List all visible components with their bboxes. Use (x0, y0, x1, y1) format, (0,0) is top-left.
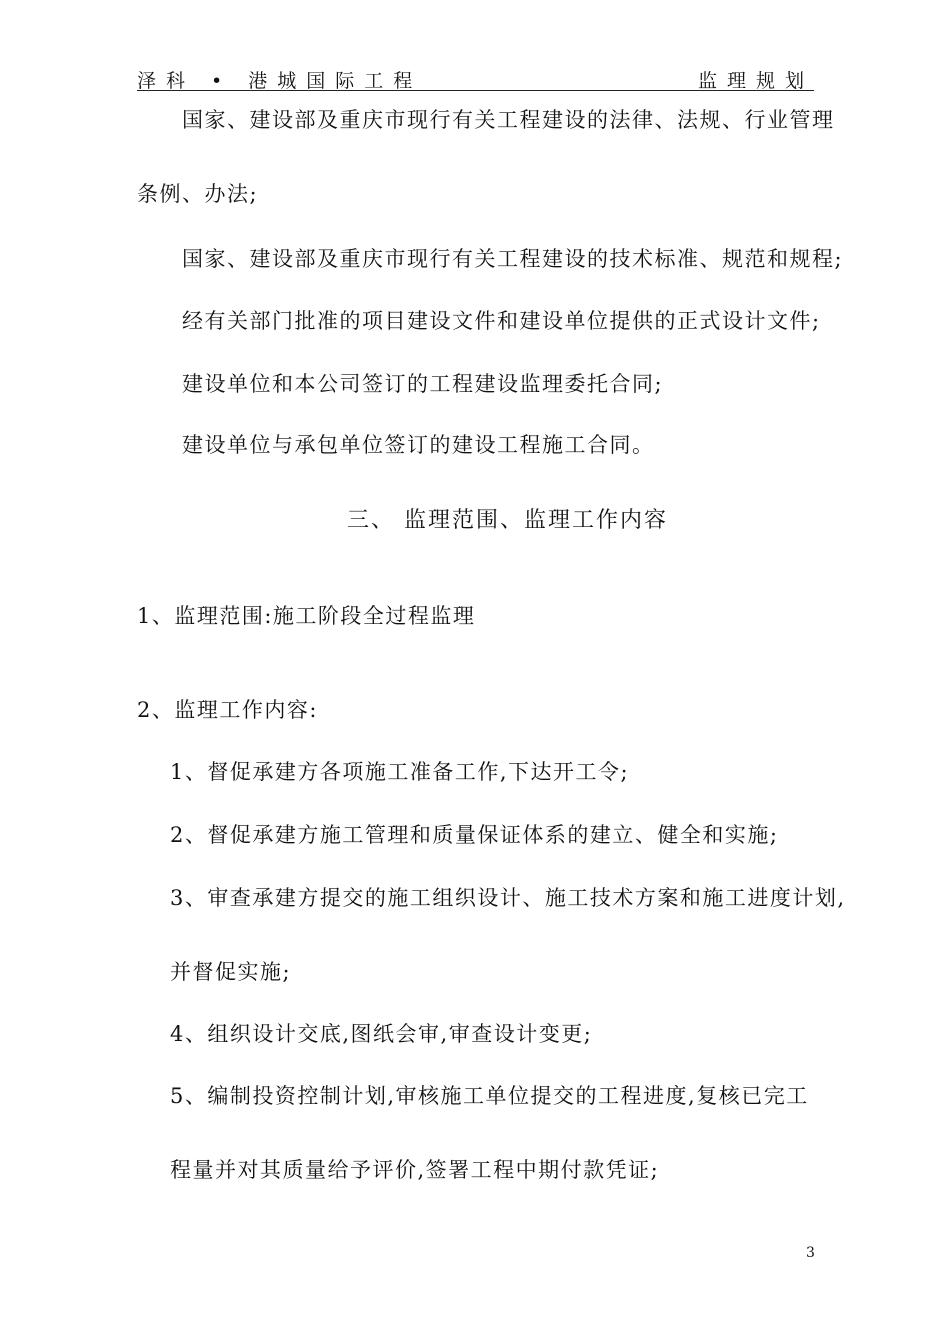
list-item-continuation: 并督促实施; (170, 960, 292, 984)
header-company: 泽科 • 港城国际工程 (137, 70, 423, 92)
list-item: 3、审查承建方提交的施工组织设计、施工技术方案和施工进度计划, (170, 886, 846, 910)
paragraph-line: 条例、办法; (137, 182, 259, 206)
list-item: 5、编制投资控制计划,审核施工单位提交的工程进度,复核已完工 (170, 1084, 809, 1108)
page-header (137, 64, 814, 91)
paragraph-line: 国家、建设部及重庆市现行有关工程建设的法律、法规、行业管理 (182, 108, 835, 132)
section-heading: 三、 监理范围、监理工作内容 (347, 508, 668, 533)
paragraph-line: 经有关部门批准的项目建设文件和建设单位提供的正式设计文件; (182, 309, 821, 333)
header-doc-title: 监理规划 (697, 70, 814, 92)
list-item: 1、督促承建方各项施工准备工作,下达开工令; (170, 760, 630, 784)
list-item: 4、组织设计交底,图纸会审,审查设计变更; (170, 1022, 593, 1046)
list-item: 2、督促承建方施工管理和质量保证体系的建立、健全和实施; (170, 823, 779, 847)
list-item-continuation: 程量并对其质量给予评价,签署工程中期付款凭证; (170, 1158, 660, 1182)
scope-line: 1、监理范围:施工阶段全过程监理 (137, 604, 476, 628)
paragraph-line: 国家、建设部及重庆市现行有关工程建设的技术标准、规范和规程; (182, 247, 844, 271)
page-number: 3 (806, 1245, 815, 1261)
content-title: 2、监理工作内容: (137, 698, 318, 722)
paragraph-line: 建设单位和本公司签订的工程建设监理委托合同; (182, 372, 664, 396)
paragraph-line: 建设单位与承包单位签订的建设工程施工合同。 (182, 433, 655, 457)
